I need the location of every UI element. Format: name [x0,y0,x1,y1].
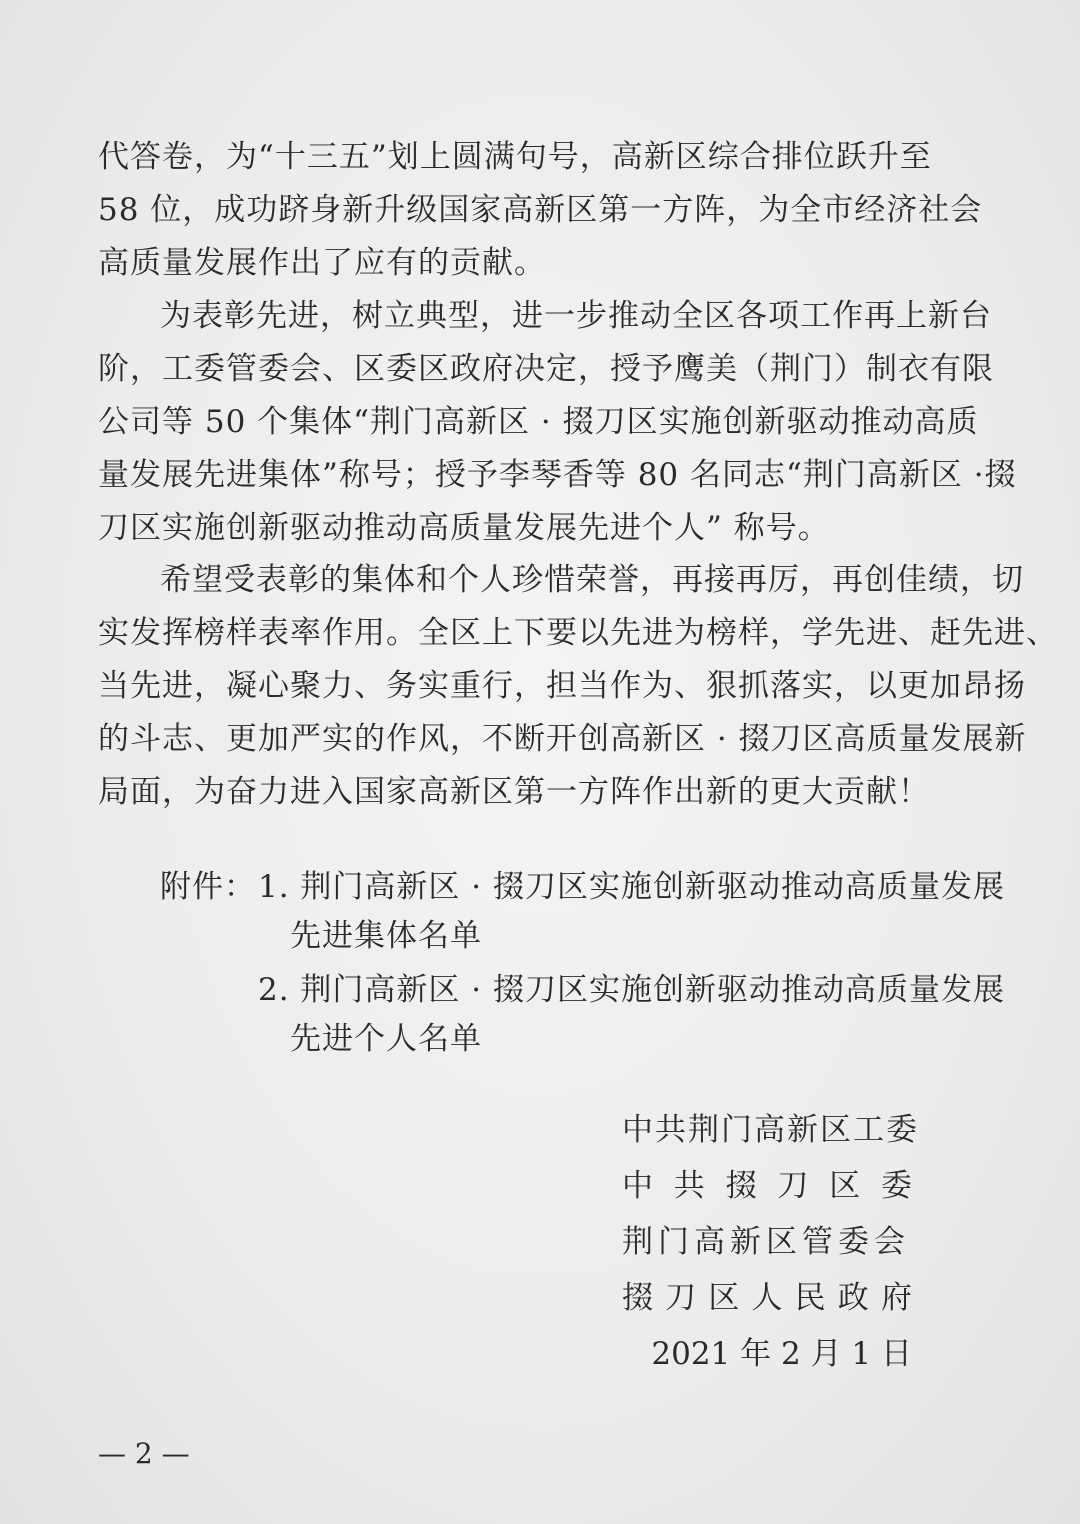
body-line: 公司等 50 个集体“荆门高新区 · 掇刀区实施创新驱动推动高质 [98,404,979,440]
signature-char: 政 [837,1280,869,1316]
signature-org-1: 中共荆门高新区工委 [622,1112,919,1148]
signature-char: 府 [880,1280,912,1316]
attachment-item-1-cont: 先进集体名单 [290,918,482,954]
attachment-item-1: 1. 荆门高新区 · 掇刀区实施创新驱动推动高质量发展 [258,869,1005,905]
signature-char: 共 [673,1168,705,1204]
body-line: 当先进，凝心聚力、务实重行，担当作为、狠抓落实，以更加昂扬 [98,668,1026,704]
attachment-label: 附件： [160,869,256,905]
signature-char: 民 [794,1280,826,1316]
signature-char: 区 [829,1168,861,1204]
signature-char: 人 [751,1280,783,1316]
body-line: 希望受表彰的集体和个人珍惜荣誉，再接再厉，再创佳绩，切 [160,562,1024,598]
signature-char: 掇 [725,1168,757,1204]
attachment-item-2: 2. 荆门高新区 · 掇刀区实施创新驱动推动高质量发展 [258,972,1005,1008]
body-line: 实发挥榜样表率作用。全区上下要以先进为榜样，学先进、赶先进、 [98,615,1058,651]
body-line: 为表彰先进，树立典型，进一步推动全区各项工作再上新台 [160,298,992,334]
signature-char: 区 [708,1280,740,1316]
signature-char: 刀 [777,1168,809,1204]
signature-org-2 [622,1166,912,1206]
signature-char: 掇 [622,1280,653,1316]
signature-char: 委 [880,1168,912,1204]
body-line: 代答卷，为“十三五”划上圆满句号，高新区综合排位跃升至 [98,139,932,175]
signature-org-4 [622,1278,912,1318]
body-line: 刀区实施创新驱动推动高质量发展先进个人” 称号。 [98,510,830,546]
signature-org-3: 荆门高新区管委会 [622,1224,910,1260]
signature-char: 中 [622,1168,653,1204]
attachment-item-2-cont: 先进个人名单 [290,1021,482,1057]
body-line: 的斗志、更加严实的作风，不断开创高新区 · 掇刀区高质量发展新 [98,721,1027,757]
body-line: 高质量发展作出了应有的贡献。 [98,245,546,281]
body-line: 58 位，成功跻身新升级国家高新区第一方阵，为全市经济社会 [98,192,983,228]
page-number: — 2 — [98,1437,190,1470]
body-line: 阶，工委管委会、区委区政府决定，授予鹰美（荆门）制衣有限 [98,351,994,387]
document-date: 2021 年 2 月 1 日 [651,1336,912,1372]
body-line: 量发展先进集体”称号；授予李琴香等 80 名同志“荆门高新区 ·掇 [98,457,1017,493]
body-line: 局面，为奋力进入国家高新区第一方阵作出新的更大贡献！ [98,774,930,810]
signature-char: 刀 [665,1280,697,1316]
